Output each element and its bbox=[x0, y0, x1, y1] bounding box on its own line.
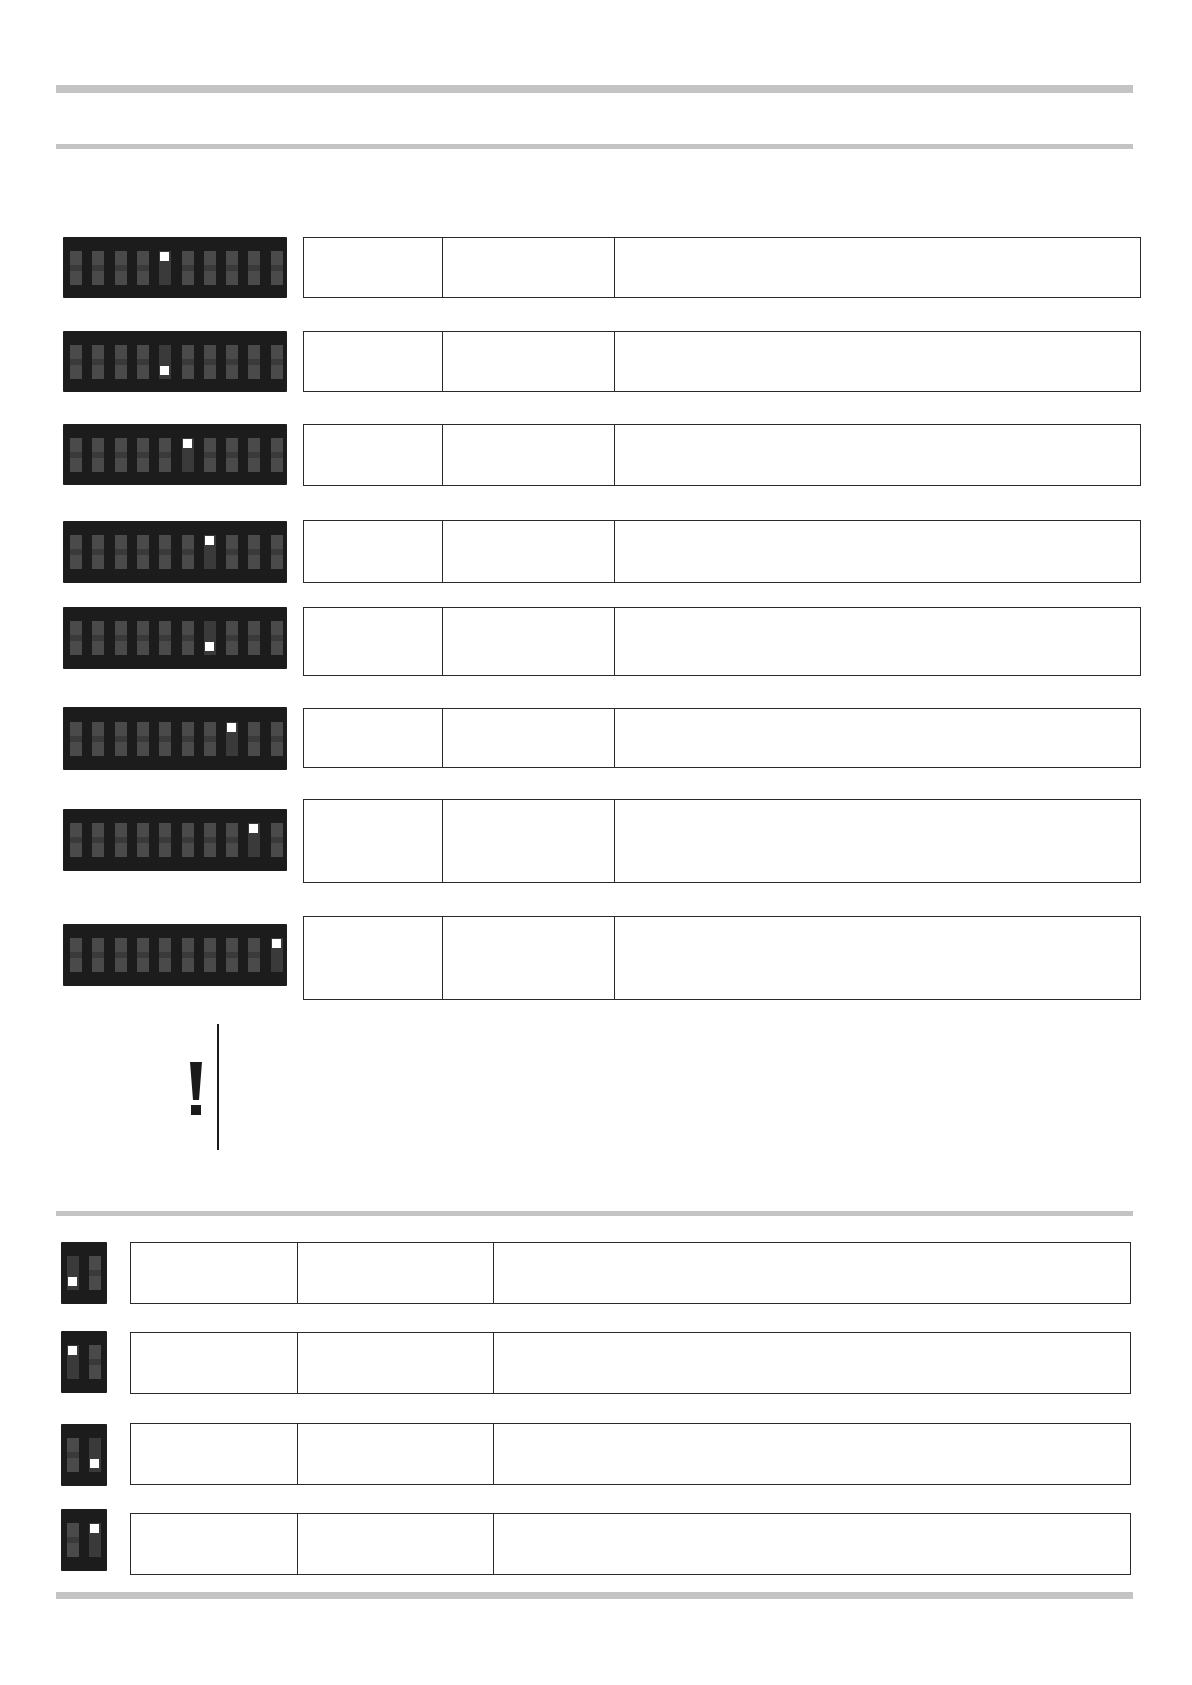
table-cell-3 bbox=[493, 1514, 1130, 1574]
dip-switch-2[interactable] bbox=[89, 1256, 101, 1290]
dip-switch-10[interactable] bbox=[271, 938, 283, 972]
dip-switch-2[interactable] bbox=[92, 621, 104, 655]
dip-switch-7[interactable] bbox=[204, 345, 216, 379]
table-cell-3 bbox=[614, 709, 1140, 767]
table-cell-1 bbox=[304, 709, 443, 767]
setting-table-row bbox=[303, 607, 1141, 676]
table-cell-3 bbox=[493, 1243, 1130, 1303]
dip-switch-block bbox=[63, 424, 287, 485]
dip-switch-2[interactable] bbox=[92, 251, 104, 285]
dip-switch-5[interactable] bbox=[159, 722, 171, 756]
table-cell-2 bbox=[442, 608, 615, 675]
dip-switch-5[interactable] bbox=[159, 438, 171, 472]
dip-switch-1[interactable] bbox=[70, 535, 82, 569]
table-cell-3 bbox=[614, 608, 1140, 675]
dip-switch-3[interactable] bbox=[115, 438, 127, 472]
dip-switch-7[interactable] bbox=[204, 251, 216, 285]
dip-switch-4[interactable] bbox=[137, 438, 149, 472]
dip-switch-2[interactable] bbox=[92, 535, 104, 569]
dip-switch-7[interactable] bbox=[204, 438, 216, 472]
dip-switch-block bbox=[63, 809, 287, 871]
dip-switch-1[interactable] bbox=[67, 1345, 79, 1379]
setting-table-row bbox=[303, 708, 1141, 768]
setting-table-row bbox=[303, 237, 1141, 298]
dip-switch-6[interactable] bbox=[182, 722, 194, 756]
dip-switch-9[interactable] bbox=[248, 345, 260, 379]
dip-switch-1[interactable] bbox=[70, 823, 82, 857]
table-cell-2 bbox=[297, 1424, 494, 1484]
dip-switch-2[interactable] bbox=[92, 345, 104, 379]
dip-switch-block bbox=[63, 521, 287, 583]
dip-switch-7[interactable] bbox=[204, 938, 216, 972]
table-cell-1 bbox=[304, 521, 443, 582]
dip-switch-1[interactable] bbox=[67, 1523, 79, 1557]
section-rule bbox=[56, 144, 1133, 149]
dip-switch-4[interactable] bbox=[137, 345, 149, 379]
dip-switch-10[interactable] bbox=[271, 722, 283, 756]
dip-switch-9[interactable] bbox=[248, 438, 260, 472]
dip-switch-1[interactable] bbox=[70, 345, 82, 379]
dip-switch-8[interactable] bbox=[226, 938, 238, 972]
table-cell-3 bbox=[614, 917, 1140, 999]
dip-switch-1[interactable] bbox=[70, 938, 82, 972]
dip-switch-7[interactable] bbox=[204, 621, 216, 655]
dip-switch-block bbox=[61, 1331, 107, 1393]
table-cell-2 bbox=[442, 332, 615, 391]
dip-switch-10[interactable] bbox=[271, 345, 283, 379]
dip-switch-2[interactable] bbox=[92, 438, 104, 472]
second-section-rule bbox=[56, 1211, 1133, 1216]
dip-switch-3[interactable] bbox=[115, 938, 127, 972]
setting-table-row bbox=[130, 1513, 1131, 1575]
dip-switch-8[interactable] bbox=[226, 722, 238, 756]
dip-switch-4[interactable] bbox=[137, 722, 149, 756]
dip-switch-8[interactable] bbox=[226, 438, 238, 472]
table-cell-1 bbox=[131, 1243, 298, 1303]
table-cell-1 bbox=[131, 1424, 298, 1484]
table-cell-1 bbox=[304, 238, 443, 297]
dip-switch-5[interactable] bbox=[159, 535, 171, 569]
dip-switch-10[interactable] bbox=[271, 535, 283, 569]
setting-table-row bbox=[303, 331, 1141, 392]
dip-switch-6[interactable] bbox=[182, 621, 194, 655]
dip-switch-block bbox=[61, 1509, 107, 1571]
table-cell-1 bbox=[131, 1333, 298, 1393]
dip-switch-block bbox=[61, 1242, 107, 1304]
dip-switch-2[interactable] bbox=[92, 823, 104, 857]
dip-switch-6[interactable] bbox=[182, 251, 194, 285]
table-cell-1 bbox=[304, 917, 443, 999]
setting-table-row bbox=[303, 424, 1141, 486]
dip-switch-8[interactable] bbox=[226, 823, 238, 857]
dip-switch-3[interactable] bbox=[115, 345, 127, 379]
dip-switch-6[interactable] bbox=[182, 345, 194, 379]
dip-switch-block bbox=[63, 607, 287, 669]
table-cell-3 bbox=[614, 332, 1140, 391]
dip-switch-6[interactable] bbox=[182, 823, 194, 857]
dip-switch-block bbox=[63, 237, 287, 298]
dip-switch-10[interactable] bbox=[271, 621, 283, 655]
dip-switch-10[interactable] bbox=[271, 438, 283, 472]
dip-switch-9[interactable] bbox=[248, 621, 260, 655]
table-cell-2 bbox=[442, 917, 615, 999]
table-cell-2 bbox=[297, 1333, 494, 1393]
table-cell-2 bbox=[297, 1243, 494, 1303]
setting-table-row bbox=[303, 916, 1141, 1000]
dip-switch-9[interactable] bbox=[248, 722, 260, 756]
dip-switch-5[interactable] bbox=[159, 823, 171, 857]
setting-table-row bbox=[130, 1242, 1131, 1304]
table-cell-2 bbox=[442, 521, 615, 582]
table-cell-1 bbox=[304, 608, 443, 675]
table-cell-3 bbox=[493, 1424, 1130, 1484]
dip-switch-2[interactable] bbox=[92, 938, 104, 972]
dip-switch-1[interactable] bbox=[70, 251, 82, 285]
dip-switch-8[interactable] bbox=[226, 621, 238, 655]
dip-switch-2[interactable] bbox=[89, 1345, 101, 1379]
table-cell-3 bbox=[614, 800, 1140, 882]
table-cell-3 bbox=[493, 1333, 1130, 1393]
dip-switch-4[interactable] bbox=[137, 823, 149, 857]
dip-switch-2[interactable] bbox=[89, 1438, 101, 1472]
dip-switch-5[interactable] bbox=[159, 621, 171, 655]
table-cell-1 bbox=[304, 332, 443, 391]
dip-switch-block bbox=[63, 924, 287, 986]
dip-switch-9[interactable] bbox=[248, 938, 260, 972]
dip-switch-4[interactable] bbox=[137, 251, 149, 285]
table-cell-2 bbox=[442, 709, 615, 767]
dip-switch-8[interactable] bbox=[226, 251, 238, 285]
dip-switch-4[interactable] bbox=[137, 938, 149, 972]
dip-switch-4[interactable] bbox=[137, 535, 149, 569]
dip-switch-block bbox=[63, 331, 287, 392]
dip-switch-1[interactable] bbox=[67, 1256, 79, 1290]
dip-switch-1[interactable] bbox=[70, 438, 82, 472]
dip-switch-8[interactable] bbox=[226, 345, 238, 379]
dip-switch-7[interactable] bbox=[204, 722, 216, 756]
dip-switch-5[interactable] bbox=[159, 251, 171, 285]
dip-switch-9[interactable] bbox=[248, 823, 260, 857]
table-cell-2 bbox=[442, 425, 615, 485]
dip-switch-3[interactable] bbox=[115, 535, 127, 569]
dip-switch-7[interactable] bbox=[204, 535, 216, 569]
setting-table-row bbox=[130, 1423, 1131, 1485]
dip-switch-9[interactable] bbox=[248, 535, 260, 569]
dip-switch-3[interactable] bbox=[115, 251, 127, 285]
bottom-rule bbox=[56, 1592, 1133, 1599]
table-cell-3 bbox=[614, 238, 1140, 297]
table-cell-1 bbox=[304, 800, 443, 882]
table-cell-3 bbox=[614, 521, 1140, 582]
dip-switch-6[interactable] bbox=[182, 938, 194, 972]
table-cell-1 bbox=[304, 425, 443, 485]
dip-switch-8[interactable] bbox=[226, 535, 238, 569]
dip-switch-5[interactable] bbox=[159, 938, 171, 972]
dip-switch-1[interactable] bbox=[70, 621, 82, 655]
dip-switch-6[interactable] bbox=[182, 535, 194, 569]
dip-switch-9[interactable] bbox=[248, 251, 260, 285]
dip-switch-1[interactable] bbox=[67, 1438, 79, 1472]
setting-table-row bbox=[303, 799, 1141, 883]
dip-switch-1[interactable] bbox=[70, 722, 82, 756]
dip-switch-6[interactable] bbox=[182, 438, 194, 472]
dip-switch-3[interactable] bbox=[115, 823, 127, 857]
dip-switch-5[interactable] bbox=[159, 345, 171, 379]
table-cell-2 bbox=[297, 1514, 494, 1574]
table-cell-2 bbox=[442, 238, 615, 297]
dip-switch-block bbox=[63, 707, 287, 770]
setting-table-row bbox=[130, 1332, 1131, 1394]
setting-table-row bbox=[303, 520, 1141, 583]
table-cell-1 bbox=[131, 1514, 298, 1574]
dip-switch-2[interactable] bbox=[89, 1523, 101, 1557]
dip-switch-block bbox=[61, 1424, 107, 1486]
table-cell-2 bbox=[442, 800, 615, 882]
warning-divider bbox=[217, 1024, 219, 1150]
dip-switch-7[interactable] bbox=[204, 823, 216, 857]
dip-switch-2[interactable] bbox=[92, 722, 104, 756]
dip-switch-3[interactable] bbox=[115, 621, 127, 655]
top-rule bbox=[56, 85, 1133, 93]
dip-switch-10[interactable] bbox=[271, 823, 283, 857]
table-cell-3 bbox=[614, 425, 1140, 485]
dip-switch-10[interactable] bbox=[271, 251, 283, 285]
dip-switch-3[interactable] bbox=[115, 722, 127, 756]
exclamation-icon bbox=[188, 1060, 204, 1120]
dip-switch-4[interactable] bbox=[137, 621, 149, 655]
